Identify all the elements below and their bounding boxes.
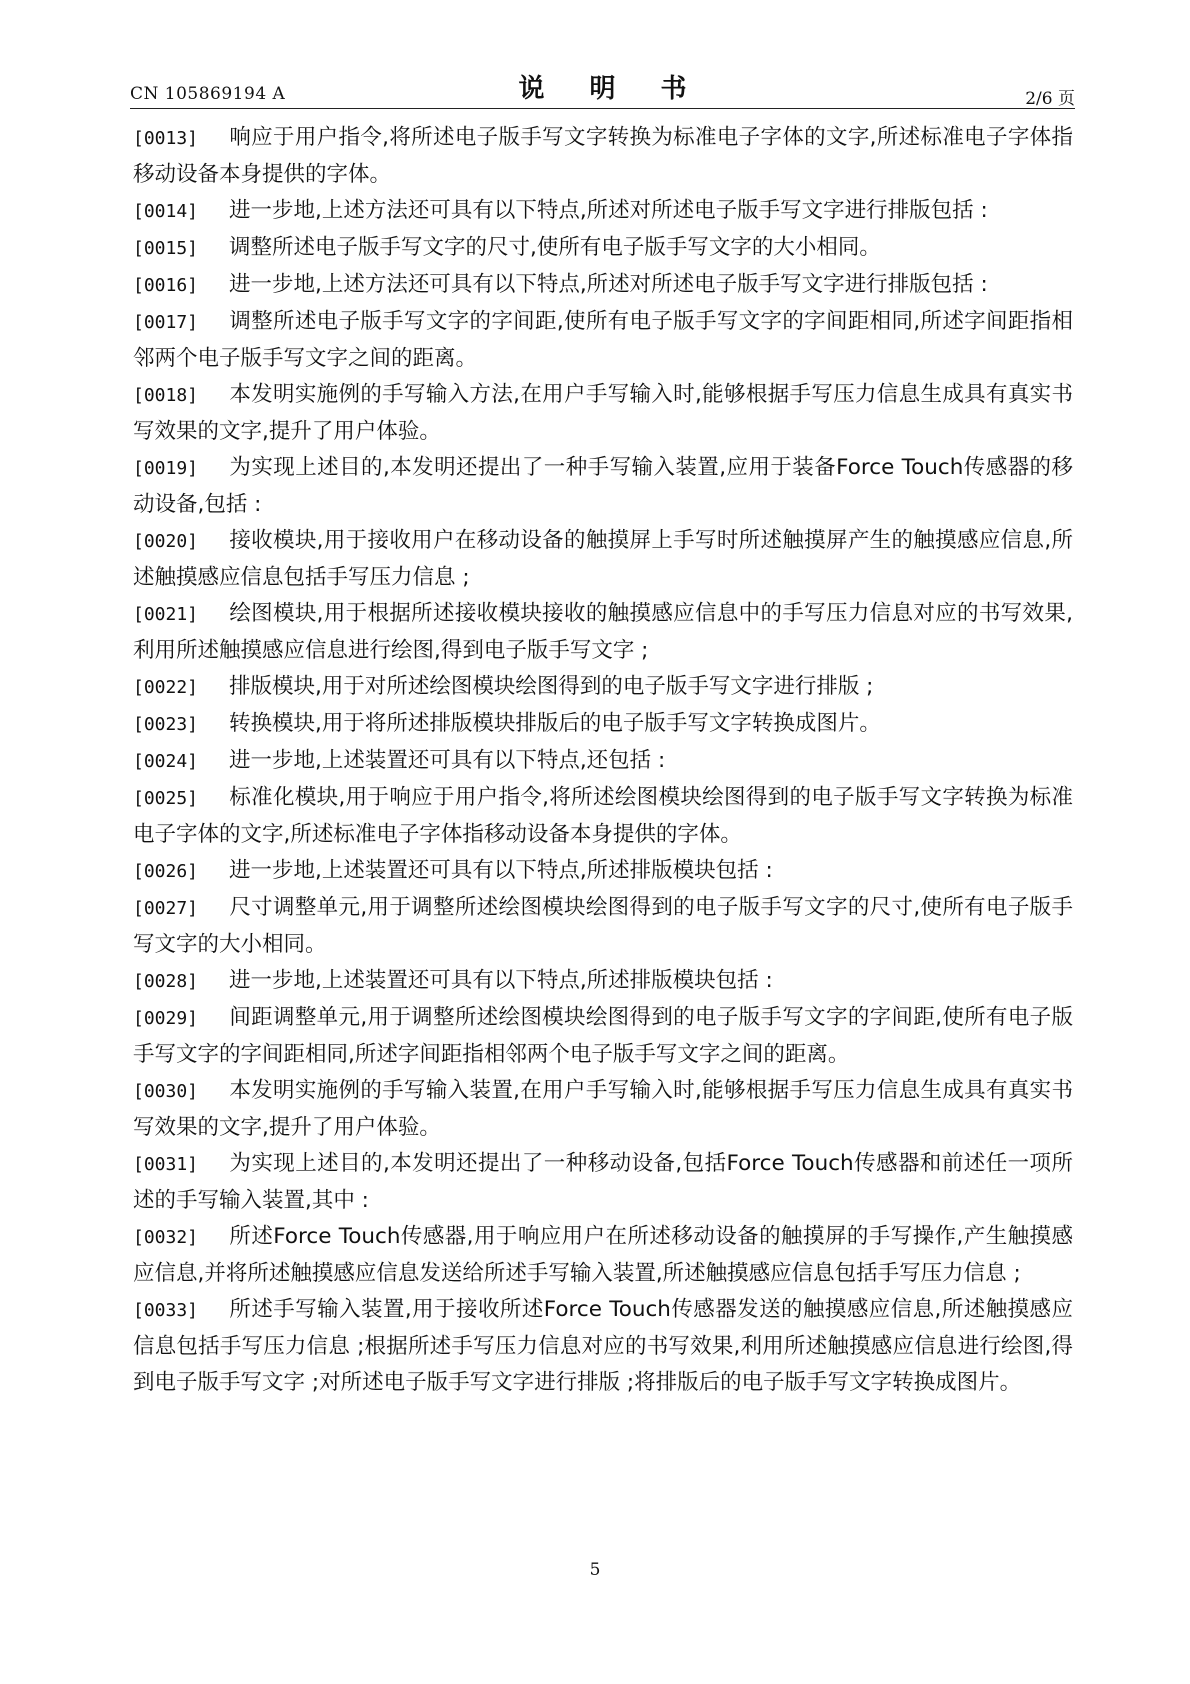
paragraph (133, 853, 1073, 890)
paragraph (133, 1146, 1073, 1219)
paragraph (133, 963, 1073, 1000)
paragraph-text: 进一步地,上述方法还可具有以下特点,所述对所述电子版手写文字进行排版包括 : (229, 272, 988, 297)
paragraph-number: [0030] (133, 1081, 199, 1102)
paragraph-text: 调整所述电子版手写文字的字间距,使所有电子版手写文字的字间距相同,所述字间距指相邻两个电子版手写文字之间的距离。 (133, 309, 1073, 371)
publication-number: CN 105869194 A (130, 84, 286, 104)
paragraph-number: [0028] (133, 971, 199, 992)
paragraph-number: [0029] (133, 1008, 199, 1029)
paragraph (133, 230, 1073, 267)
paragraph (133, 267, 1073, 304)
paragraph (133, 1219, 1073, 1292)
paragraph-number: [0025] (133, 788, 199, 809)
paragraph-text: 尺寸调整单元,用于调整所述绘图模块绘图得到的电子版手写文字的尺寸,使所有电子版手写文字的大小相同。 (133, 895, 1073, 957)
paragraph (133, 193, 1073, 230)
paragraph (133, 669, 1073, 706)
paragraph (133, 596, 1073, 669)
paragraph-number: [0018] (133, 385, 199, 406)
paragraph-number: [0019] (133, 458, 199, 479)
paragraph-text: 为实现上述目的,本发明还提出了一种移动设备,包括Force Touch传感器和前述任一项所述的手写输入装置,其中 : (133, 1151, 1073, 1213)
paragraph-number: [0017] (133, 312, 199, 333)
paragraph-number: [0023] (133, 714, 199, 735)
paragraph (133, 1000, 1073, 1073)
header-divider (130, 108, 1075, 109)
document-title: 说 明 书 (518, 74, 705, 104)
paragraph (133, 120, 1073, 193)
paragraph (133, 780, 1073, 853)
paragraph-text: 间距调整单元,用于调整所述绘图模块绘图得到的电子版手写文字的字间距,使所有电子版手写文字的字间距相同,所述字间距指相邻两个电子版手写文字之间的距离。 (133, 1005, 1073, 1067)
document-body (133, 120, 1073, 1401)
paragraph-text: 所述Force Touch传感器,用于响应用户在所述移动设备的触摸屏的手写操作,产生触摸感应信息,并将所述触摸感应信息发送给所述手写输入装置,所述触摸感应信息包括手写压力信息 ; (133, 1224, 1073, 1286)
paragraph-number: [0020] (133, 531, 199, 552)
paragraph (133, 890, 1073, 963)
paragraph (133, 706, 1073, 743)
paragraph-text: 进一步地,上述装置还可具有以下特点,所述排版模块包括 : (229, 968, 773, 993)
paragraph-number: [0033] (133, 1300, 199, 1321)
paragraph-text: 进一步地,上述方法还可具有以下特点,所述对所述电子版手写文字进行排版包括 : (229, 198, 988, 223)
paragraph (133, 304, 1073, 377)
paragraph-text: 转换模块,用于将所述排版模块排版后的电子版手写文字转换成图片。 (229, 711, 881, 736)
paragraph (133, 377, 1073, 450)
paragraph-number: [0013] (133, 128, 199, 149)
paragraph-number: [0016] (133, 275, 199, 296)
paragraph (133, 1073, 1073, 1146)
paragraph-number: [0015] (133, 238, 199, 259)
paragraph-text: 排版模块,用于对所述绘图模块绘图得到的电子版手写文字进行排版 ; (229, 674, 874, 699)
paragraph-text: 响应于用户指令,将所述电子版手写文字转换为标准电子字体的文字,所述标准电子字体指移动设备本身提供的字体。 (133, 125, 1073, 187)
paragraph-number: [0022] (133, 677, 199, 698)
paragraph-number: [0021] (133, 604, 199, 625)
paragraph-text: 本发明实施例的手写输入方法,在用户手写输入时,能够根据手写压力信息生成具有真实书写效果的文字,提升了用户体验。 (133, 382, 1073, 444)
paragraph (133, 743, 1073, 780)
paragraph-number: [0026] (133, 861, 199, 882)
paragraph (133, 523, 1073, 596)
paragraph-text: 调整所述电子版手写文字的尺寸,使所有电子版手写文字的大小相同。 (229, 235, 881, 260)
paragraph-text: 进一步地,上述装置还可具有以下特点,还包括 : (229, 748, 666, 773)
paragraph-number: [0014] (133, 201, 199, 222)
page-header (130, 62, 1075, 108)
paragraph (133, 1292, 1073, 1401)
paragraph-text: 为实现上述目的,本发明还提出了一种手写输入装置,应用于装备Force Touch传感器的移动设备,包括 : (133, 455, 1073, 517)
paragraph-text: 进一步地,上述装置还可具有以下特点,所述排版模块包括 : (229, 858, 773, 883)
paragraph-number: [0031] (133, 1154, 199, 1175)
paragraph-number: [0027] (133, 898, 199, 919)
paragraph-number: [0024] (133, 751, 199, 772)
paragraph-text: 本发明实施例的手写输入装置,在用户手写输入时,能够根据手写压力信息生成具有真实书写效果的文字,提升了用户体验。 (133, 1078, 1073, 1140)
paragraph (133, 450, 1073, 523)
paragraph-text: 标准化模块,用于响应于用户指令,将所述绘图模块绘图得到的电子版手写文字转换为标准电子字体的文字,所述标准电子字体指移动设备本身提供的字体。 (133, 785, 1073, 847)
paragraph-text: 绘图模块,用于根据所述接收模块接收的触摸感应信息中的手写压力信息对应的书写效果,利用所述触摸感应信息进行绘图,得到电子版手写文字 ; (133, 601, 1073, 663)
paragraph-number: [0032] (133, 1227, 199, 1248)
page-of-indicator: 2/6 页 (1025, 89, 1075, 109)
page-number: 5 (589, 1560, 601, 1580)
paragraph-text: 接收模块,用于接收用户在移动设备的触摸屏上手写时所述触摸屏产生的触摸感应信息,所述触摸感应信息包括手写压力信息 ; (133, 528, 1073, 590)
paragraph-text: 所述手写输入装置,用于接收所述Force Touch传感器发送的触摸感应信息,所述触摸感应信息包括手写压力信息 ;根据所述手写压力信息对应的书写效果,利用所述触摸感应信息进行绘图,得到电子版手写文字 ;对所述电子版手写文字进行排版 ;将排版后的电子版手写文字转换成图片。 (133, 1297, 1073, 1395)
